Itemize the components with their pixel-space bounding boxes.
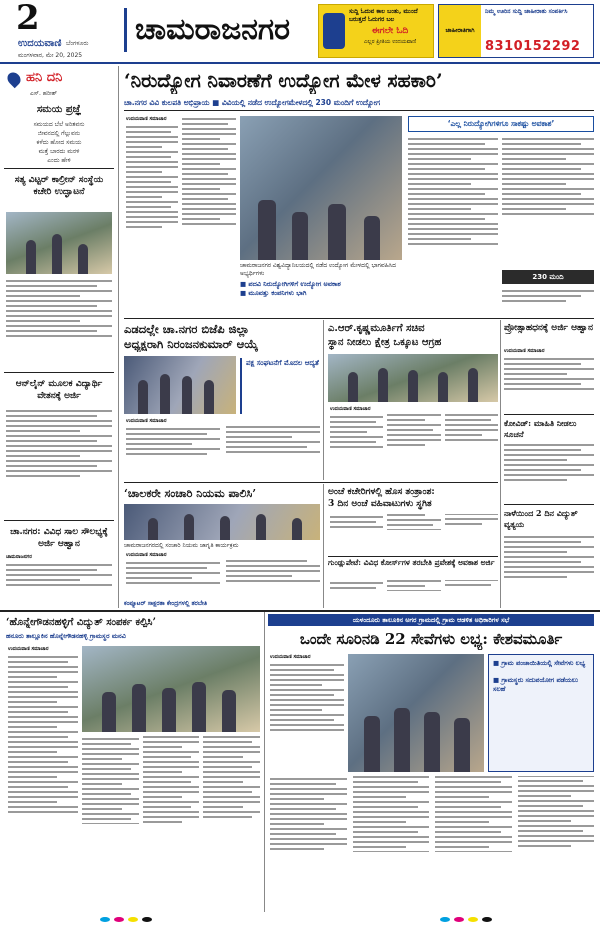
bottom-right-bullet-one-text: ಗ್ರಾಮ ಪಂಚಾಯಿತಿಯಲ್ಲಿ ಸೇವೆಗಳು ಲಭ್ಯ — [501, 659, 586, 667]
registration-mark — [482, 917, 492, 922]
ad-one-tagline: ಎಲ್ಲರ ಪ್ರೀತಿಯ ಉದಯವಾಣಿ — [363, 39, 417, 45]
sidebar-dateline: ಚಾಮರಾಜನಗರ — [6, 554, 32, 560]
traffic-headline: ‘ಚಾಲಕರೇ ಸಂಚಾರಿ ನಿಯಮ ಪಾಲಿಸಿ’ — [124, 487, 257, 500]
traffic-byline: ಉದಯವಾಣಿ ಸಮಾಚಾರ — [126, 552, 167, 558]
bottom-right-bullets — [488, 654, 594, 772]
bottom-left-photo — [82, 646, 260, 732]
power-body — [504, 534, 594, 608]
registration-mark — [468, 917, 478, 922]
sidebar-photo — [6, 212, 112, 274]
ad-one-text: ಸುದ್ದಿ ಓದುವ ಕಾಲ ಬಂತು, ಮುಂದೆ ಬರುತ್ತದೆ ಓದುಗರ ಬಲ — [349, 8, 418, 23]
column-rule — [323, 484, 324, 608]
page-number: 2 — [16, 0, 40, 38]
lead-body-col-four — [502, 136, 594, 266]
bottom-right-bullet-one — [493, 659, 589, 668]
registration-mark — [100, 917, 110, 922]
bottom-left-subhead: ಹನೂರು ತಾಲ್ಲೂಕಿನ ಹೊನ್ನೇಗೌಡನಹಳ್ಳಿ ಗ್ರಾಮಸ್ಥರ ಮನವಿ — [6, 632, 126, 640]
computer-headline: ಕಂಪ್ಯೂಟರ್ ಸಾಕ್ಷರತಾ ಕೇಂದ್ರಗಳಲ್ಲಿ ತರಬೇತಿ — [124, 600, 208, 607]
section-title: ಚಾಮರಾಜನಗರ — [124, 8, 306, 52]
scholarship-body — [504, 356, 594, 412]
column-title: ಸಮಯ ಪ್ರಜ್ಞೆ — [36, 104, 82, 115]
bottom-left-headline: ‘ಹೊನ್ನೇಗೌಡನಹಳ್ಳಿಗೆ ವಿದ್ಯುತ್ ಸಂಪರ್ಕ ಕಲ್ಪಿಸಿ’ — [6, 617, 156, 628]
poem-line: ಜೀವನದಲ್ಲಿ ಗೆಲ್ಲುವನು — [37, 130, 81, 137]
column-rule — [500, 320, 501, 608]
section-divider — [0, 610, 600, 612]
minister-byline: ಉದಯವಾಣಿ ಸಮಾಚಾರ — [330, 406, 371, 412]
column-logo-text: ಹನಿ ದನಿ — [26, 70, 63, 85]
column-logo — [8, 70, 108, 88]
sidebar — [0, 66, 118, 608]
scholarship-headline: ಪ್ರೋತ್ಸಾಹಧನಕ್ಕೆ ಅರ್ಜಿ ಆಹ್ವಾನ — [504, 323, 594, 333]
bullet-icon: ■ — [493, 676, 502, 684]
scholarship-byline: ಉದಯವಾಣಿ ಸಮಾಚಾರ — [504, 348, 545, 354]
post-headline-line-one: ಅಂಚೆ ಕಚೇರಿಗಳಲ್ಲಿ ಹೊಸ ತಂತ್ರಾಂಶ: — [328, 487, 435, 497]
registration-marks — [0, 914, 600, 926]
lead-bullet-one — [240, 280, 402, 289]
sidebar-story-one-headline: ಸತ್ಯ ವಿಟ್ಟರ್ ಕಾಲ್ರೀನ್ ಸಂಸ್ಥೆಯ ಕಚೇರಿ ಉದ್ಘಾಟನೆ — [14, 175, 104, 197]
paper-name: ಉದಯವಾಣಿ — [18, 38, 62, 49]
column-rule — [264, 612, 265, 912]
sidebar-story-one-body — [6, 278, 112, 368]
poem-line: ಸಮಯದ ಬೆಲೆ ಅರಿತವನು — [33, 121, 85, 128]
masthead-rule — [0, 62, 600, 64]
ad-phone-icon — [323, 13, 345, 49]
column-poem — [6, 120, 112, 165]
lead-headline: ‘ನಿರುದ್ಯೋಗ ನಿವಾರಣೆಗೆ ಉದ್ಯೋಗ ಮೇಳ ಸಹಕಾರಿ’ — [124, 70, 443, 92]
divider — [4, 520, 114, 521]
lead-byline: ಉದಯವಾಣಿ ಸಮಾಚಾರ — [126, 116, 167, 122]
issue-date: ಮಂಗಳವಾರ, ಮೇ 20, 2025 — [18, 52, 83, 59]
lead-subhead: ಚಾ.ನಗರ ವಿವಿ ಕುಲಪತಿ ಅಭಿಪ್ರಾಯ ■ ವಿವಿಯಲ್ಲಿ ನಡೆದ ಉದ್ಯೋಗಮೇಳದಲ್ಲಿ 230 ಮಂದಿಗೆ ಉದ್ಯೋಗ — [124, 98, 381, 107]
minister-body — [330, 414, 498, 480]
bottom-right-kicker: ಯಳಂದೂರು ತಾಲೂಕಿನ ಅಗರ ಗ್ರಾಮದಲ್ಲಿ ಗ್ರಾಮ ಆಡಳಿತ ಅಧಿಕಾರಿಗಳ ಸಭೆ — [268, 614, 594, 626]
lead-body-col-three — [408, 136, 498, 314]
sidebar-story-three-headline: ಚಾ.ನಗರ: ವಿವಿಧ ಸಾಲ ಸೌಲಭ್ಯಕ್ಕೆ ಅರ್ಜಿ ಆಹ್ವಾನ — [10, 527, 108, 549]
bottom-right-body-two — [270, 776, 594, 908]
covid-body — [504, 442, 594, 502]
bottom-right-headline: ಒಂದೇ ಸೂರಿನಡಿ 22 ಸೇವೆಗಳು ಲಭ್ಯ: ಕೇಶವಮೂರ್ತಿ — [299, 630, 563, 648]
minister-photo — [328, 354, 498, 402]
ad-two-text: ನಿಮ್ಮ ಊರಿನ ಸುದ್ದಿ ಜಾಹೀರಾತು ಸಂಪರ್ಕಿಸಿ — [485, 8, 568, 15]
bottom-left-byline: ಉದಯವಾಣಿ ಸಮಾಚಾರ — [8, 646, 49, 652]
ad-one-brand: ಈಗಲೇ ಓದಿ — [371, 26, 409, 36]
bjp-headline-line-one: ಎಡದಲ್ಲೇ ಚಾ.ನಗರ ಬಿಜೆಪಿ ಜಿಲ್ಲಾ — [124, 322, 250, 336]
bjp-body — [126, 426, 320, 480]
lead-bullet-two — [240, 289, 402, 298]
divider — [4, 372, 114, 373]
divider — [124, 110, 594, 111]
masthead — [0, 0, 600, 62]
bjp-byline: ಉದಯವಾಣಿ ಸಮಾಚಾರ — [126, 418, 167, 424]
lead-highlight: 230 ಮಂದಿ — [502, 270, 594, 284]
course-headline: ಗುಂಡ್ಲುಪೇಟೆ: ವಿವಿಧ ಕೋರ್ಸ್‌ಗಳ ತರಬೇತಿ ಪ್ರವೇಶಕ್ಕೆ ಅವಕಾಶ ಅರ್ಜಿ — [328, 558, 495, 567]
registration-mark — [454, 917, 464, 922]
lead-photo-caption: ಚಾಮರಾಜನಗರ ವಿಶ್ವವಿದ್ಯಾನಿಲಯದಲ್ಲಿ ನಡೆದ ಉದ್ಯೋಗ ಮೇಳದಲ್ಲಿ ಭಾಗವಹಿಸಿದ ಅಭ್ಯರ್ಥಿಗಳು — [240, 262, 396, 277]
column-author: ಎಸ್. ಹರೀಶ್ — [30, 90, 58, 97]
divider — [124, 482, 498, 483]
poem-line: ಕಳೆದು ಹೋದ ಸಮಯ — [36, 139, 82, 146]
minister-headline-line-one: ಎ.ಆರ್.ಕೃಷ್ಣಮೂರ್ತಿಗೆ ಸಚಿವ — [328, 323, 425, 334]
divider — [124, 318, 594, 319]
lead-photo — [240, 116, 402, 260]
bullet-icon: ■ — [240, 289, 249, 297]
bottom-right-body-one — [270, 662, 344, 772]
course-body — [330, 580, 498, 608]
ad-two-label: ಜಾಹೀರಾತಿಗಾಗಿ — [439, 5, 481, 57]
power-headline: ನಾಳೆಯಿಂದ 2 ದಿನ ವಿದ್ಯುತ್ ವ್ಯತ್ಯಯ — [504, 508, 578, 529]
minister-headline-line-two: ಸ್ಥಾನ ನೀಡಲು ಕ್ಷೇತ್ರ ಒಕ್ಕೂಟ ಆಗ್ರಹ — [328, 337, 442, 348]
traffic-photo — [124, 504, 320, 540]
lead-body-col-two — [182, 116, 236, 294]
bjp-photo — [124, 356, 236, 414]
bottom-left-body-two — [82, 736, 260, 908]
bottom-right-byline: ಉದಯವಾಣಿ ಸಮಾಚಾರ — [270, 654, 311, 660]
lead-quote-box: ‘ಎಲ್ಲ ನಿರುದ್ಯೋಗಿಗಳಿಗೂ ಸಾಕಷ್ಟು ಅವಕಾಶ’ — [408, 116, 594, 132]
advertisement-two[interactable] — [438, 4, 594, 58]
registration-mark — [128, 917, 138, 922]
sidebar-story-two-body — [6, 408, 112, 516]
bottom-right-bullet-two-text: ಗ್ರಾಮಸ್ಥರು ಸದುಪಯೋಗ ಪಡೆಯಲು ಸಲಹೆ — [493, 676, 579, 693]
post-body — [330, 514, 498, 554]
sidebar-story-two-headline: ಆನ್‌ಲೈನ್ ಮೂಲಕ ವಿದ್ಯಾರ್ಥಿ ವೇತನಕ್ಕೆ ಅರ್ಜಿ — [15, 379, 103, 401]
divider — [504, 414, 594, 415]
registration-mark — [440, 917, 450, 922]
traffic-photo-caption: ಚಾಮರಾಜನಗರದಲ್ಲಿ ಸಂಚಾರಿ ನಿಯಮ ಜಾಗೃತಿ ಕಾರ್ಯಕ್ರಮ — [124, 542, 239, 549]
lead-bullet-one-text: ಪದವಿ ನಿರುದ್ಯೋಗಿಗಳಿಗೆ ಉದ್ಯೋಗ ಅವಕಾಶ — [248, 280, 341, 288]
drop-icon — [5, 70, 23, 88]
lead-bullets — [240, 280, 402, 314]
divider — [328, 556, 498, 557]
divider — [504, 504, 594, 505]
advertisement-one[interactable] — [318, 4, 434, 58]
sidebar-story-three-body — [6, 562, 112, 608]
bottom-left-body-one — [8, 654, 78, 908]
column-rule — [323, 320, 324, 480]
post-headline-line-two: 3 ದಿನ ಅಂಚೆ ವಹಿವಾಟುಗಳು ಸ್ಥಗಿತ — [328, 499, 432, 509]
covid-headline: ಕೋವಿಡ್: ಮಾಹಿತಿ ನೀಡಲು ಸೂಚನೆ — [504, 418, 577, 439]
edition-label: ಬೆಂಗಳೂರು — [66, 40, 89, 47]
bullet-icon: ■ — [493, 659, 502, 667]
ad-phone-number: 8310152292 — [485, 39, 581, 54]
bullet-icon: ■ — [240, 280, 249, 288]
poem-line: ಎಂದು ಹೇಳಿ — [47, 157, 71, 164]
bottom-right-bullet-two — [493, 676, 589, 694]
lead-body-col-one — [126, 124, 178, 294]
bjp-headline-line-two: ಅಧ್ಯಕ್ಷರಾಗಿ ನಿರಂಜನಕುಮಾರ್ ಆಯ್ಕೆ — [124, 337, 259, 351]
bjp-pullquote: ಪಕ್ಷ ಸಂಘಟನೆಗೆ ಮೊದಲ ಆದ್ಯತೆ — [240, 358, 320, 414]
lead-bullet-two-text: ಮೂವತ್ತು ಕಂಪನಿಗಳು ಭಾಗಿ — [248, 289, 307, 297]
registration-mark — [114, 917, 124, 922]
sidebar-rule — [118, 66, 119, 608]
lead-body-col-five — [502, 288, 594, 314]
bottom-right-photo — [348, 654, 484, 772]
divider — [4, 168, 114, 169]
registration-mark — [142, 917, 152, 922]
poem-line: ಮತ್ತೆ ಬಾರದು ಮರಳಿ — [38, 148, 80, 155]
